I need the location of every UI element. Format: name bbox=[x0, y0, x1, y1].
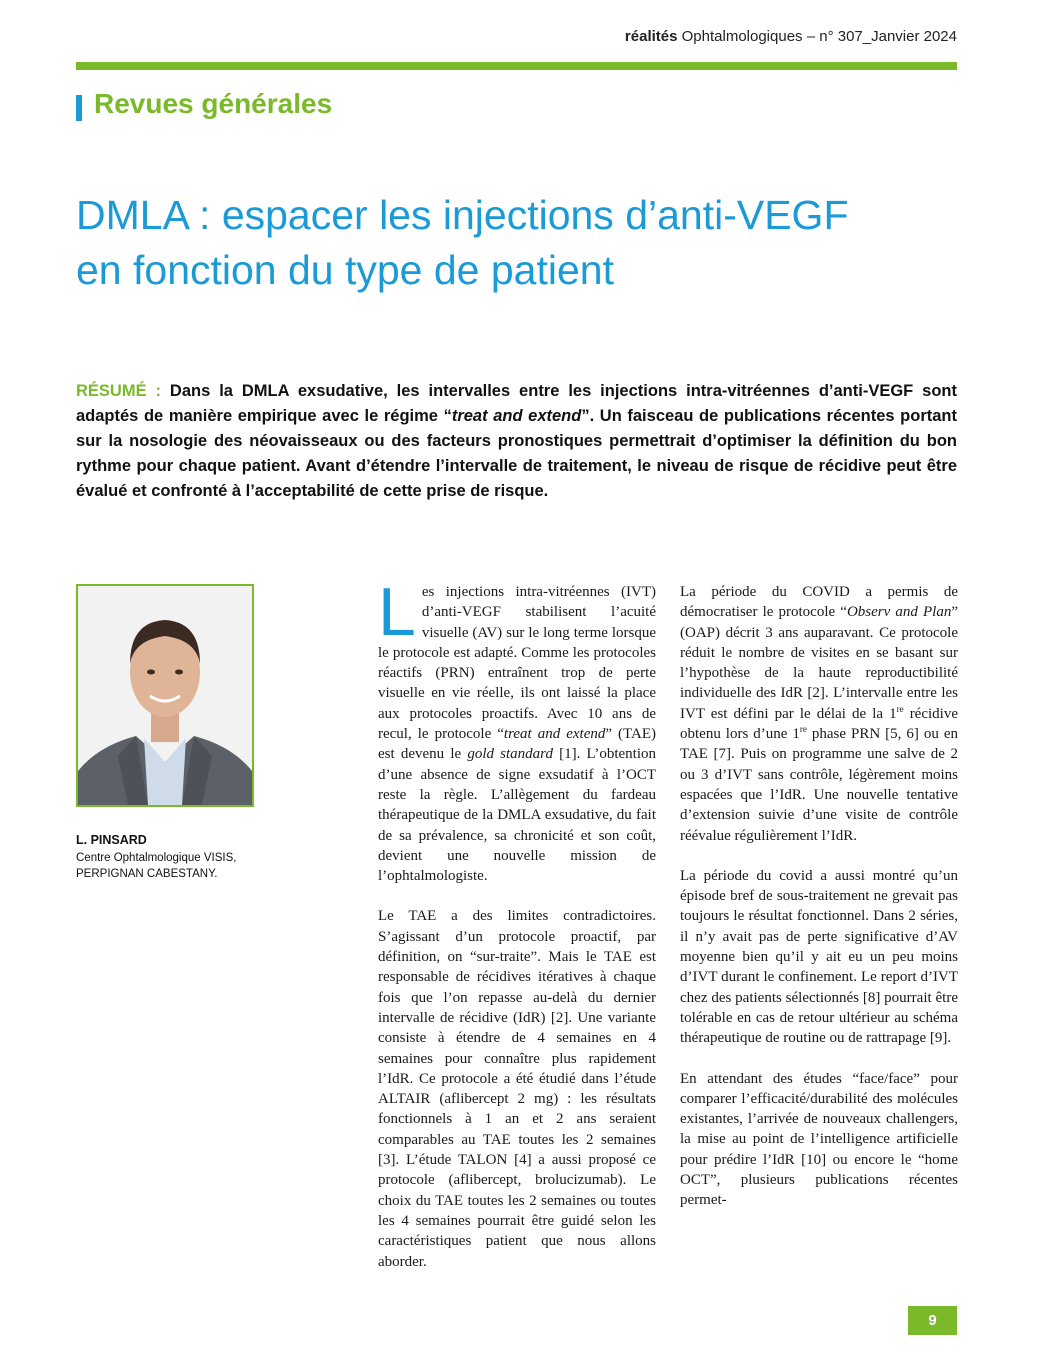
abstract bbox=[76, 379, 957, 504]
abstract-text-a: Dans la DMLA exsudative, les intervalles entre les injections intra-vitréennes d’anti-VEGF sont adaptés de manière empirique avec le régime “ bbox=[76, 382, 957, 425]
journal-issue: Ophtalmologiques – n° 307_Janvier 2024 bbox=[677, 28, 957, 45]
abstract-label: RÉSUMÉ : bbox=[76, 382, 162, 400]
section-title: Revues générales bbox=[94, 88, 333, 119]
author-affiliation-line-1: Centre Ophtalmologique VISIS, bbox=[76, 852, 237, 864]
author-affiliation-line-2: PERPIGNAN CABESTANY. bbox=[76, 868, 218, 880]
article-title-line-2: en fonction du type de patient bbox=[76, 247, 614, 293]
section-marker bbox=[76, 95, 82, 121]
body-column-left bbox=[378, 574, 656, 1292]
abstract-text-italic: treat and extend bbox=[451, 407, 582, 425]
header-rule bbox=[76, 62, 957, 70]
article-title-line-1: DMLA : espacer les injections d’anti-VEGF bbox=[76, 192, 849, 238]
body-column-right bbox=[680, 582, 958, 1231]
journal-name: réalités bbox=[624, 28, 678, 45]
author-name: L. PINSARD bbox=[76, 833, 147, 847]
author-portrait-illustration bbox=[78, 586, 252, 805]
author-photo bbox=[76, 584, 254, 807]
journal-header bbox=[420, 28, 957, 45]
paragraph-tae: Le TAE a des limites contradictoires. S’agissant d’un protocole proactif, par définition, on “sur-traite”. Mais le TAE est responsable de récidives itératives à chaque fois que l’on repasse au-delà du dernier intervalle de récidive (IdR) [2]. Une variante consiste à étendre de 4 semaines en 4 semaines pour connaître plus rapidement l’IdR. Ce protocole a été étudié dans l’étude ALTAIR (aflibercept 2 mg) : les résultats fonctionnels à 1 an et 2 ans seraient comparables au TAE toutes les 2 semaines [3]. L’étude TALON [4] a aussi proposé ce protocole (aflibercept, brolucizumab). Le choix du TAE toutes les 2 semaines ou toutes les 4 semaines pourrait être guidé selon les caractéristiques patient que nous allons aborder. bbox=[378, 908, 656, 1270]
paragraph-covid-undertreatment: La période du covid a aussi montré qu’un épisode bref de sous-traitement ne grevait pas toujours le résultat fonctionnel. Dans 2 séries, il n’y avait pas de perte significative d’AV moyenne bien qu’il y ait eu un peu moins d’IVT durant le confinement. Le report d’IVT chez des patients sélectionnés [8] pourrait être tolérable en cas de retour ultérieur au schéma thérapeutique de routine ou de rattrapage [9]. bbox=[680, 867, 958, 1047]
abstract-text-b: ”. Un faisceau de publications récentes portant sur la nosologie des néovaisseaux ou des facteurs pronostiques permettrait d’optimiser la définition du bon rythme pour chaque patient. Avant d’étendre l’intervalle de traitement, le niveau de risque de récidive peut être évalué et confronté à l’acceptabilité de cette prise de risque. bbox=[76, 407, 957, 500]
paragraph-future-studies: En attendant des études “face/face” pour comparer l’efficacité/durabilité des molécules existantes, l’arrivée de nouveaux challengers, la mise au point de l’intelligence artificielle pour prédire l’IdR [10] ou encore le “home OCT”, plusieurs publications récentes permet- bbox=[680, 1070, 958, 1209]
drop-cap: L bbox=[378, 574, 416, 650]
paragraph-intro: Les injections intra-vitréennes (IVT) d’anti-VEGF stabilisent l’acuité visuelle (AV) sur le long terme lorsque le protocole est adapté. Comme les protocoles réactifs (PRN) entraînent trop de perte visuelle en vie réelle, ils ont laissé la place aux protocoles proactifs. Avec 10 ans de recul, le protocole “treat and extend” (TAE) est devenu le gold standard [1]. L’obtention d’une absence de signe exsudatif à l’OCT reste la règle. L’allègement du fardeau thérapeutique de la DMLA exsudative, du fait de sa prévalence, sa chronicité et son coût, devient une nouvelle mission de l’ophtalmologiste. bbox=[378, 574, 656, 885]
author-affiliation bbox=[76, 850, 296, 882]
page-number: 9 bbox=[908, 1306, 957, 1335]
article-title bbox=[76, 188, 976, 298]
paragraph-covid-oap: La période du COVID a permis de démocratiser le protocole “Observ and Plan” (OAP) décrit 3 ans auparavant. Ce protocole réduit le nombre de visites en se basant sur l’hypothèse de la haute reproductibilité individuelle des IdR [2]. L’intervalle entre les IVT est défini par le délai de la 1re récidive obtenu lors d’une 1re phase PRN [5, 6] ou en TAE [7]. Puis on programme une salve de 2 ou 3 d’IVT sans contrôle, légèrement moins espacées que l’IdR. Une nouvelle tentative d’extension suivie d’une visite de contrôle réévalue régulièrement l’IdR. bbox=[680, 584, 958, 844]
